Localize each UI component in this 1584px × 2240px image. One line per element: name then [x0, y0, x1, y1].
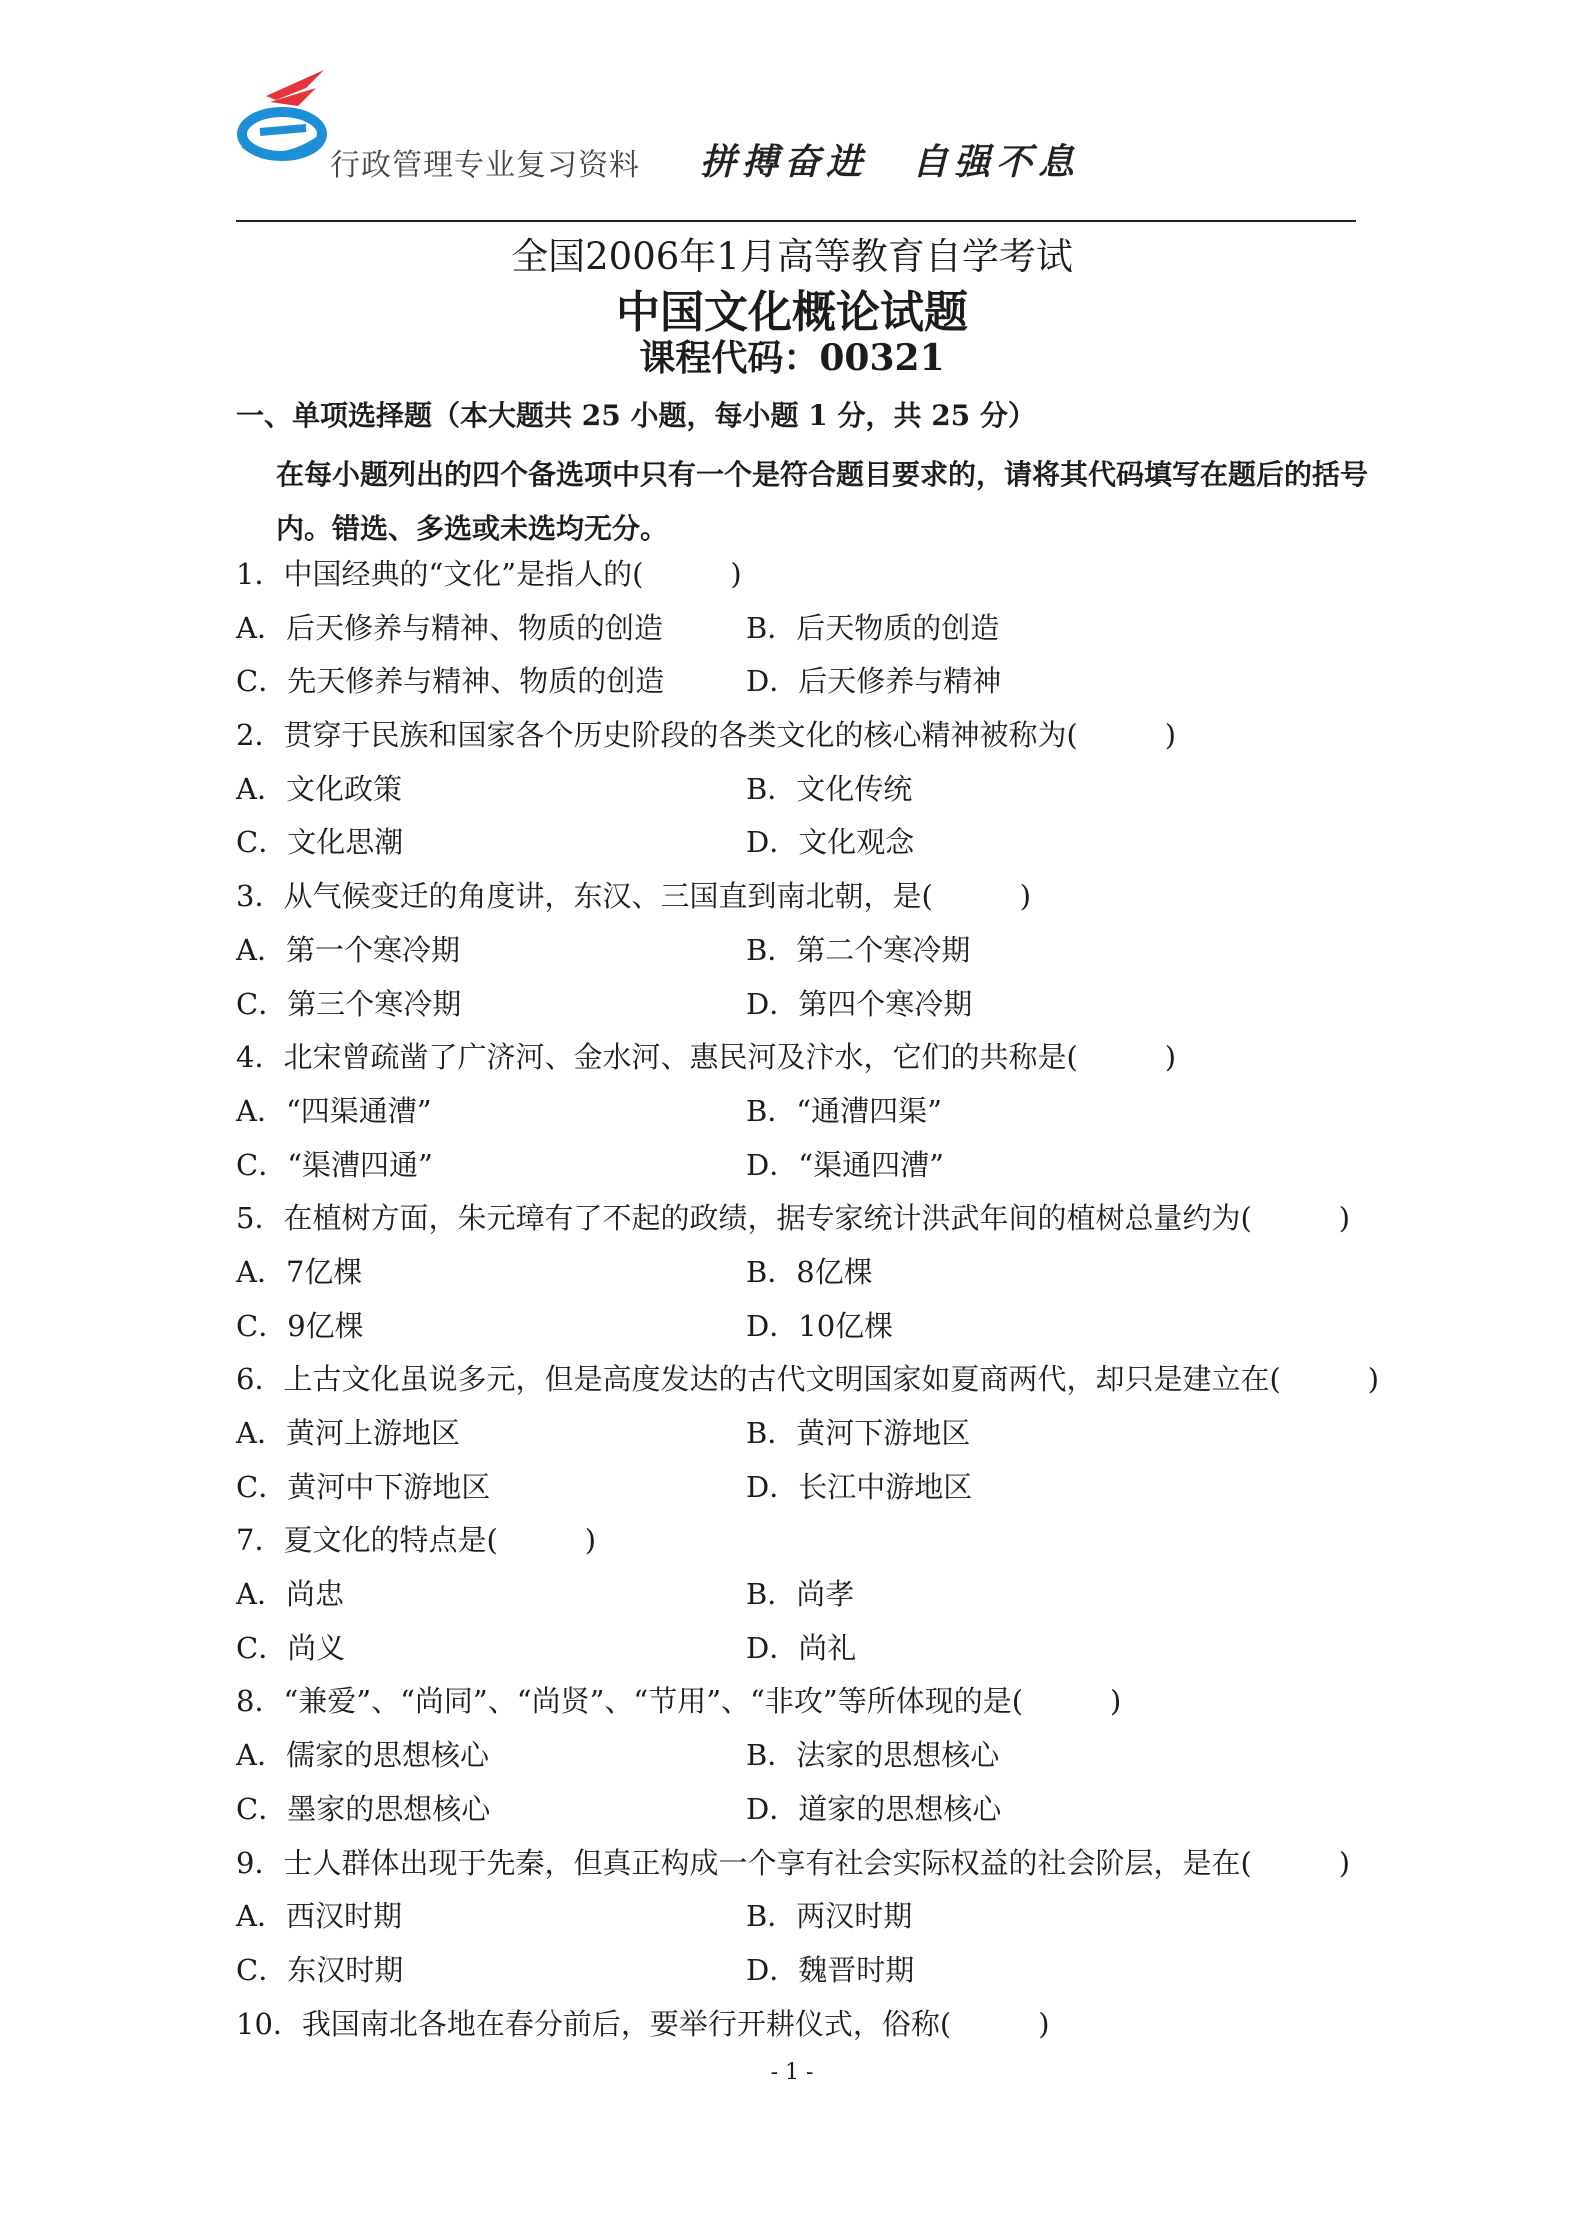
option-a: A．“四渠通漕”	[236, 1093, 432, 1128]
option-d: D．10亿棵	[746, 1308, 894, 1343]
option-c: C．尚义	[236, 1630, 346, 1665]
option-row	[236, 602, 1366, 656]
option-a: A．文化政策	[236, 771, 402, 806]
header-motto	[700, 134, 1124, 185]
question-stem: 4．北宋曾疏凿了广济河、金水河、惠民河及汴水，它们的共称是( )	[236, 1040, 1177, 1075]
section-heading: 一、单项选择题（本大题共 25 小题，每小题 1 分，共 25 分）	[236, 399, 1036, 432]
option-d: D．长江中游地区	[746, 1469, 973, 1504]
option-a: A．西汉时期	[236, 1899, 402, 1934]
question-stem: 7．夏文化的特点是( )	[236, 1523, 597, 1558]
option-row	[236, 1729, 1366, 1783]
publisher-logo	[236, 66, 336, 176]
question-stem: 2．贯穿于民族和国家各个历史阶段的各类文化的核心精神被称为( )	[236, 718, 1177, 753]
exam-title: 全国2006年1月高等教育自学考试	[511, 235, 1073, 278]
option-row	[236, 763, 1366, 817]
option-row	[236, 1246, 1366, 1300]
option-c: C．文化思潮	[236, 825, 404, 860]
paper-title: 中国文化概论试题	[616, 287, 968, 338]
option-a: A．后天修养与精神、物质的创造	[236, 610, 663, 645]
question-item	[236, 1353, 1380, 1514]
option-d: D．文化观念	[746, 825, 915, 860]
option-b: B．第二个寒冷期	[746, 932, 971, 967]
option-row	[236, 1622, 1366, 1676]
question-stem: 9．士人群体出现于先秦，但真正构成一个享有社会实际权益的社会阶层，是在( )	[236, 1845, 1351, 1880]
page-number: - 1 -	[770, 2060, 814, 2085]
option-row	[236, 1944, 1366, 1998]
option-row	[236, 1783, 1366, 1837]
option-c: C．先天修养与精神、物质的创造	[236, 664, 665, 699]
header-divider	[236, 220, 1356, 222]
option-row	[236, 1300, 1366, 1354]
option-d: D．“渠通四漕”	[746, 1147, 944, 1182]
question-item	[236, 548, 1366, 709]
option-a: A．第一个寒冷期	[236, 932, 460, 967]
question-list	[236, 548, 1380, 2051]
option-d: D．尚礼	[746, 1630, 857, 1665]
option-row	[236, 655, 1366, 709]
option-d: D．后天修养与精神	[746, 664, 1002, 699]
option-c: C．第三个寒冷期	[236, 986, 462, 1021]
question-item	[236, 1837, 1366, 1998]
question-stem: 10．我国南北各地在春分前后，要举行开耕仪式，俗称( )	[236, 2006, 1050, 2041]
question-item	[236, 1675, 1366, 1836]
option-row	[236, 1139, 1366, 1193]
option-c: C．黄河中下游地区	[236, 1469, 491, 1504]
question-item	[236, 1514, 1366, 1675]
option-a: A．儒家的思想核心	[236, 1738, 489, 1773]
option-row	[236, 924, 1366, 978]
question-stem: 8．“兼爱”、“尚同”、“尚贤”、“节用”、“非攻”等所体现的是( )	[236, 1684, 1122, 1719]
option-c: C．9亿棵	[236, 1308, 364, 1343]
option-row	[236, 1461, 1366, 1515]
header-motto-part-2: 自强不息	[912, 141, 1081, 183]
question-item	[236, 1192, 1366, 1353]
option-b: B．两汉时期	[746, 1899, 913, 1934]
option-b: B．文化传统	[746, 771, 913, 806]
option-row	[236, 978, 1366, 1032]
question-stem: 1．中国经典的“文化”是指人的( )	[236, 557, 742, 591]
option-c: C．“渠漕四通”	[236, 1147, 433, 1182]
option-a: A．黄河上游地区	[236, 1416, 460, 1450]
question-stem: 5．在植树方面，朱元璋有了不起的政绩，据专家统计洪武年间的植树总量约为( )	[236, 1201, 1351, 1236]
question-stem: 3．从气候变迁的角度讲，东汉、三国直到南北朝，是( )	[236, 879, 1032, 914]
option-row	[236, 1890, 1366, 1944]
option-row	[236, 1085, 1366, 1139]
option-b: B．尚孝	[746, 1577, 855, 1612]
question-item	[236, 1998, 1366, 2052]
question-item	[236, 1031, 1366, 1192]
option-b: B．黄河下游地区	[746, 1416, 971, 1450]
option-row	[236, 816, 1366, 870]
option-d: D．第四个寒冷期	[746, 986, 973, 1021]
option-a: A．7亿棵	[236, 1254, 363, 1289]
option-c: C．东汉时期	[236, 1952, 404, 1987]
option-b: B．法家的思想核心	[746, 1738, 1000, 1773]
option-a: A．尚忠	[236, 1577, 344, 1612]
question-item	[236, 709, 1366, 870]
option-d: D．魏晋时期	[746, 1952, 915, 1987]
option-c: C．墨家的思想核心	[236, 1791, 491, 1826]
option-b: B．“通漕四渠”	[746, 1093, 942, 1128]
header-motto-part-1: 拼搏奋进	[700, 141, 869, 183]
question-item	[236, 870, 1366, 1031]
course-code: 课程代码：00321	[639, 337, 945, 379]
option-b: B．后天物质的创造	[746, 610, 1000, 645]
question-stem: 6．上古文化虽说多元，但是高度发达的古代文明国家如夏商两代，却只是建立在( )	[236, 1362, 1380, 1397]
option-row	[236, 1407, 1366, 1461]
option-b: B．8亿棵	[746, 1254, 873, 1289]
option-row	[236, 1568, 1366, 1622]
option-d: D．道家的思想核心	[746, 1791, 1002, 1826]
section-instruction: 在每小题列出的四个备选项中只有一个是符合题目要求的，请将其代码填写在题后的括号内。错选、多选或未选均无分。	[276, 458, 1369, 545]
header-subject-label: 行政管理专业复习资料	[330, 148, 640, 183]
